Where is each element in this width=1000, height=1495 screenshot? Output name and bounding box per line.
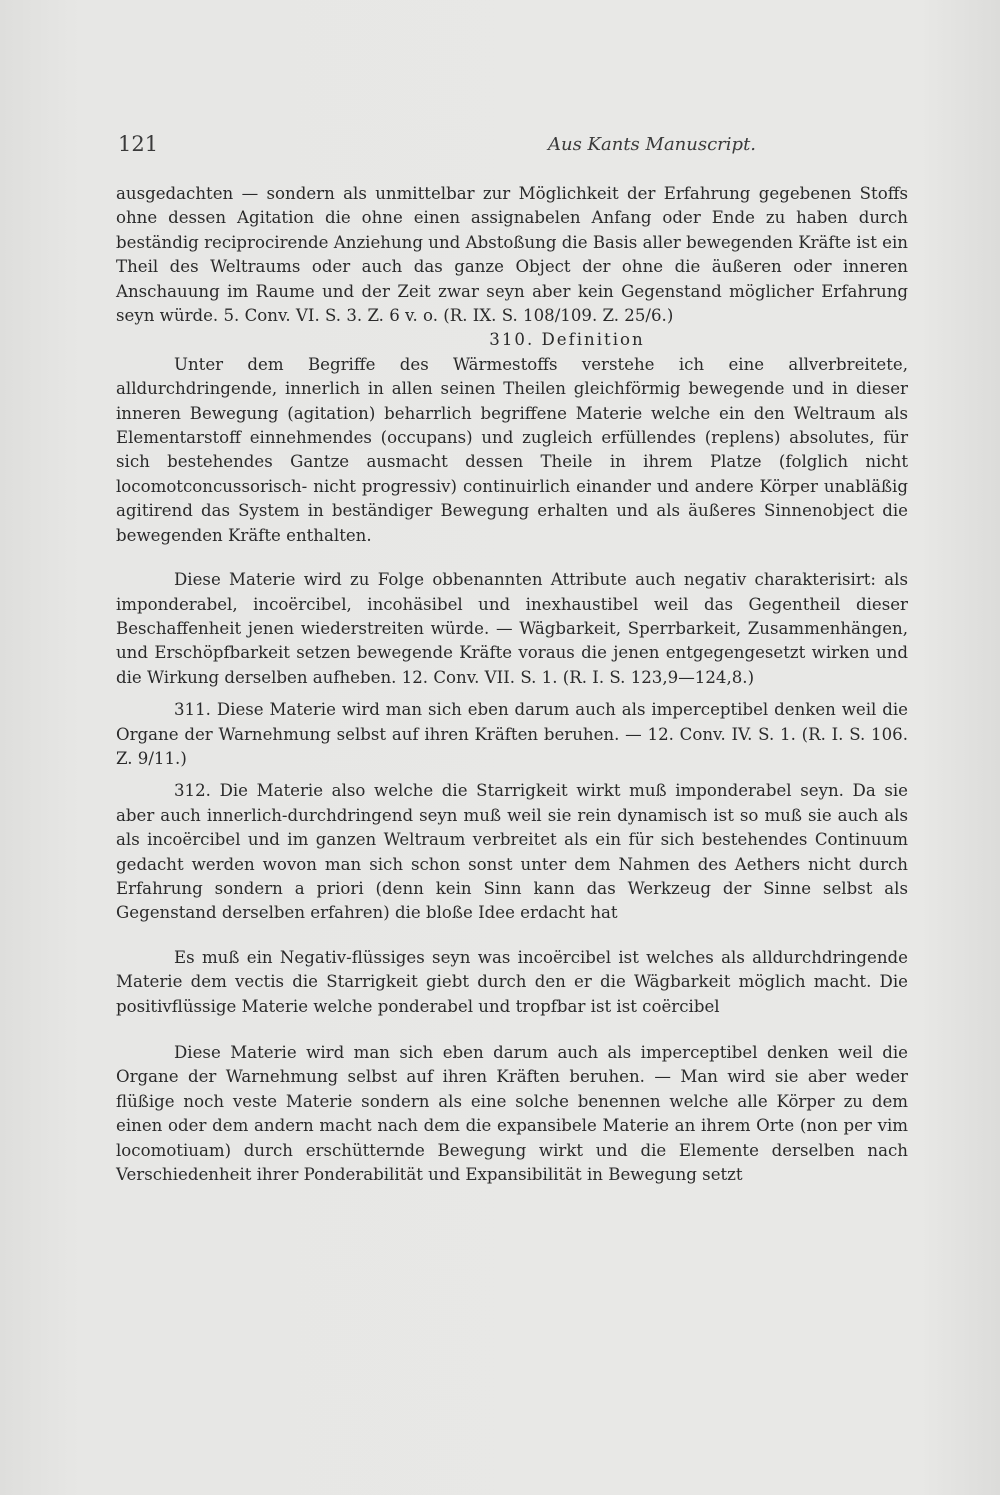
paragraph-negativ-fluessiges: Es muß ein Negativ-flüssiges seyn was incoërcibel ist welches als alldurchdringende Materie dem vectis die Starrigkeit giebt durch den er die Wägbarkeit möglich macht. Die positivflüssige Materie welche ponderabel und tropfbar ist ist coërcibel [116, 947, 908, 1016]
page-number: 121 [118, 132, 159, 156]
paragraph-311: 311. Diese Materie wird man sich eben darum auch als imperceptibel denken weil die Organe der Warnehmung selbst auf ihren Kräften beruhen. — 12. Conv. IV. S. 1. (R. I. S. 106. Z. 9/11.) [116, 700, 908, 768]
running-head: Aus Kants Manuscript. [548, 134, 757, 155]
paragraph-312: 312. Die Materie also welche die Starrigkeit wirkt muß imponderabel seyn. Da sie aber auch innerlich-durchdringend seyn muß weil sie rein dynamisch ist so muß sie auch als als incoërcibel und im ganzen Weltraum verbreitet als ein für sich bestehendes Continuum gedacht werden wovon man sich schon sonst unter dem Nahmen des Aethers nicht durch Erfahrung sondern a priori (denn kein Sinn kann das Werkzeug der Sinne selbst als Gegenstand derselben erfahren) die bloße Idee erdacht hat [116, 781, 908, 923]
page-header [118, 132, 918, 162]
section-heading-310: 310. Definition [489, 330, 645, 350]
paragraph-imperceptibel: Diese Materie wird man sich eben darum auch als imperceptibel denken weil die Organe der Warnehmung selbst auf ihren Kräften beruhen. — Man wird sie aber weder flüßige noch veste Materie sondern als eine solche benennen welche alle Körper zu dem einen oder dem andern macht nach dem die expansibele Materie an ihrem Orte (non per vim locomotiuam) durch erschütternde Bewegung wirkt und die Elemente derselben nach Verschiedenheit ihrer Ponderabilität und Expansibilität in Bewegung setzt [116, 1043, 908, 1185]
paragraph-negative-attributes: Diese Materie wird zu Folge obbenannten Attribute auch negativ charakterisirt: als imponderabel, incoërcibel, incohäsibel und inexhaustibel weil das Gegentheil dieser Beschaffenheit jenen wiederstreiten würde. — Wägbarkeit, Sperrbarkeit, Zusammenhängen, und Erschöpfbarkeit setzen bewegende Kräfte voraus die jenen entgegengesetzt wirken und die Wirkung derselben aufheben. 12. Conv. VII. S. 1. (R. I. S. 123,9—124,8.) [116, 570, 908, 687]
body-text [116, 182, 908, 1187]
paragraph-definition: Unter dem Begriffe des Wärmestoffs verstehe ich eine allverbreitete, alldurchdringende, innerlich in allen seinen Theilen gleichförmig bewegende und in dieser inneren Bewegung (agitation) beharrlich begriffene Materie welche ein den Weltraum als Elementarstoff einnehmendes (occupans) und zugleich erfüllendes (replens) absolutes, für sich bestehendes Gantze ausmacht dessen Theile in ihrem Platze (folglich nicht locomotconcussorisch- nicht progressiv) continuirlich einander und andere Körper unabläßig agitirend das System in beständiger Bewegung erhalten und als äußeres Sinnenobject die bewegenden Kräfte enthalten. [116, 354, 908, 545]
paragraph-continuation: ausgedachten — sondern als unmittelbar zur Möglichkeit der Erfahrung gegebenen Stoffs ohne dessen Agitation die ohne einen assignabelen Anfang oder Ende zu haben durch beständig reciprocirende Anziehung und Abstoßung die Basis aller bewegenden Kräfte ist ein Theil des Weltraums oder auch das ganze Object der ohne die äußeren oder inneren Anschauung im Raume und der Zeit zwar seyn aber kein Gegenstand möglicher Erfahrung seyn würde. 5. Conv. VI. S. 3. Z. 6 v. o. (R. IX. S. 108/109. Z. 25/6.) [116, 184, 908, 326]
